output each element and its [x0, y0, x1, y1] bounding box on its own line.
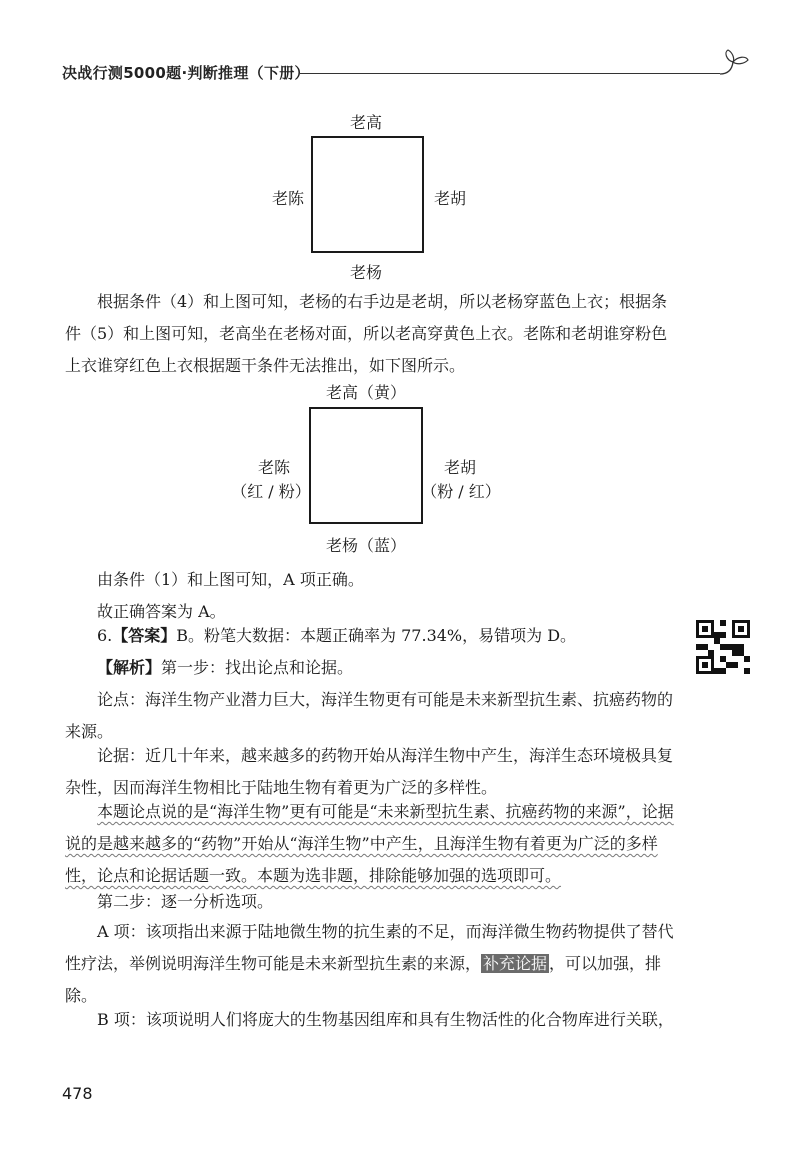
- page-number: 478: [62, 1084, 93, 1103]
- qr-code-icon: [696, 620, 750, 674]
- question-number: 6.: [97, 626, 113, 645]
- diagram2-left-name: 老陈: [257, 458, 290, 477]
- diagram2-bottom-label: 老杨（蓝）: [325, 536, 406, 555]
- diagram2-left-color: （红 / 粉）: [231, 482, 311, 501]
- diagram1-top-label: 老高: [349, 113, 382, 132]
- analysis-step1: 第一步：找出论点和论据。: [161, 658, 354, 677]
- paragraph-final-answer: 故正确答案为 A。: [97, 602, 226, 621]
- question6-answer-line: [65, 620, 675, 652]
- diagram2-right-name: 老胡: [443, 458, 476, 477]
- diagram1-left-label: 老陈: [271, 189, 304, 208]
- analysis-step2: 第二步：逐一分析选项。: [97, 892, 274, 911]
- paragraph-option-b: B 项：该项说明人们将庞大的生物基因组库和具有生物活性的化合物库进行关联，: [97, 1010, 674, 1029]
- wavy-underlined-text: 本题论点说的是“海洋生物”更有可能是“未来新型抗生素、抗癌药物的来源”，论据说的是越来越多的“药物”开始从“海洋生物”中产生，且海洋生物有着更为广泛的多样性，论点和论据话题一致。本题为选非题，排除能够加强的选项即可。: [65, 802, 674, 885]
- answer-text: B。粉笔大数据：本题正确率为 77.34%，易错项为 D。: [176, 626, 577, 645]
- diagram2-top-label: 老高（黄）: [325, 383, 406, 402]
- paragraph-evidence: 论据：近几十年来，越来越多的药物开始从海洋生物中产生，海洋生态环境极具复杂性，因而海洋生物相比于陆地生物有着更为广泛的多样性。: [65, 746, 674, 797]
- option-a-text-end: ，可以加强，排除。: [65, 954, 662, 1005]
- paragraph-option-a: [65, 916, 675, 1012]
- diagram1-square: [311, 136, 424, 253]
- header-rule: [300, 73, 720, 74]
- diagram1-bottom-label: 老杨: [349, 263, 382, 282]
- diagram2-square: [309, 407, 423, 524]
- diagram1-right-label: 老胡: [433, 189, 466, 208]
- paragraph-conclusion: 由条件（1）和上图可知，A 项正确。: [97, 570, 364, 589]
- book-title: 决战行测5000题·判断推理（下册）: [62, 64, 310, 82]
- diagram2-right-color: （粉 / 红）: [421, 482, 501, 501]
- analysis-step1-line: [65, 652, 675, 684]
- paragraph-argument: 论点：海洋生物产业潜力巨大，海洋生物更有可能是未来新型抗生素、抗癌药物的来源。: [65, 690, 674, 741]
- paragraph-underlined-analysis: [65, 796, 675, 892]
- highlighted-term: 补充论据: [483, 954, 548, 973]
- leaf-sprout-icon: [716, 48, 752, 78]
- analysis-tag: 【解析】: [97, 658, 162, 677]
- answer-tag: 【答案】: [112, 626, 177, 645]
- paragraph-conditions: 根据条件（4）和上图可知，老杨的右手边是老胡，所以老杨穿蓝色上衣；根据条件（5）和上图可知，老高坐在老杨对面，所以老高穿黄色上衣。老陈和老胡谁穿粉色上衣谁穿红色上衣根据题干条件无法推出，如下图所示。: [65, 292, 668, 375]
- option-a-text: A 项：该项指出来源于陆地微生物的抗生素的不足，而海洋微生物药物提供了替代性疗法，举例说明海洋生物可能是未来新型抗生素的来源，: [65, 922, 674, 973]
